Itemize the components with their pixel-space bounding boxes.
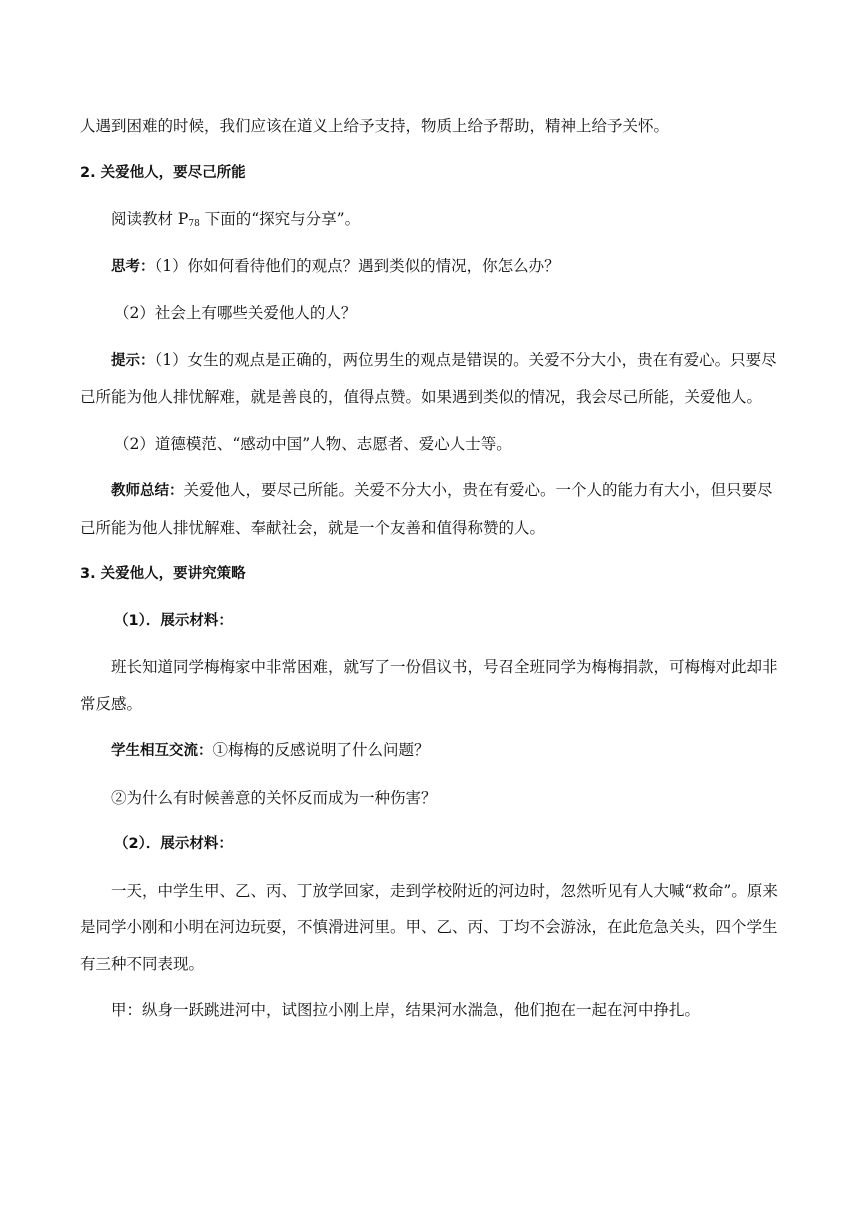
think-question-1: （1）你如何看待他们的观点？遇到类似的情况，你怎么办？ <box>154 256 560 275</box>
summary-text: 关爱他人，要尽己所能。关爱不分大小，贵在有爱心。一个人的能力有大小，但只要尽己所能为他人排忧解难、奉献社会，就是一个友善和值得称赞的人。 <box>80 481 773 537</box>
hint-answer-1: （1）女生的观点是正确的，两位男生的观点是错误的。关爱不分大小，贵在有爱心。只要尽己所能为他人排忧解难，就是善良的，值得点赞。如果遇到类似的情况，我会尽己所能，关爱他人。 <box>80 350 777 406</box>
student-jia-text: 甲：纵身一跃跳进河中，试图拉小刚上岸，结果河水湍急，他们抱在一起在河中挣扎。 <box>111 1001 701 1019</box>
material-2-text: 一天，中学生甲、乙、丙、丁放学回家，走到学校附近的河边时，忽然听见有人大喊“救命”。原来是同学小刚和小明在河边玩耍，不慎滑进河里。甲、乙、丙、丁均不会游泳，在此危急关头，四个学生有三种不同表现。 <box>80 881 778 973</box>
section-heading-3: 3. 关爱他人，要讲究策略 <box>80 566 246 582</box>
reading-text-before: 阅读教材 P <box>111 210 189 228</box>
material-1-label: （1）．展示材料： <box>114 612 233 629</box>
material-2-label: （2）．展示材料： <box>114 836 233 852</box>
paragraph-hint <box>80 342 780 416</box>
reading-text-after: 下面的“探究与分享”。 <box>199 210 361 228</box>
exchange-question-2: ②为什么有时候善意的关怀反而成为一种伤害？ <box>111 788 437 807</box>
section-heading-2: 2. 关爱他人，要尽己所能 <box>80 164 246 181</box>
hint-answer-2: （2）道德模范、“感动中国”人物、志愿者、爱心人士等。 <box>114 434 512 453</box>
think-question-2: （2）社会上有哪些关爱他人的人？ <box>114 304 357 322</box>
exchange-question-1: ①梅梅的反感说明了什么问题？ <box>212 741 430 759</box>
paragraph-support: 人遇到困难的时候，我们应该在道义上给予支持，物质上给予帮助，精神上给予关怀。 <box>80 117 670 135</box>
exchange-label: 学生相互交流： <box>111 743 213 759</box>
summary-label: 教师总结： <box>111 483 184 499</box>
think-label: 思考： <box>111 258 155 275</box>
hint-label: 提示： <box>111 352 155 369</box>
paragraph-reading <box>80 201 780 238</box>
paragraph-think <box>80 248 780 286</box>
page-number-subscript: 78 <box>188 219 200 229</box>
material-1-text: 班长知道同学梅梅家中非常困难，就写了一份倡议书，号召全班同学为梅梅捐款，可梅梅对此却非常反感。 <box>80 658 778 713</box>
document-page <box>80 108 780 1029</box>
paragraph-summary <box>80 472 780 546</box>
paragraph-exchange <box>80 732 780 770</box>
